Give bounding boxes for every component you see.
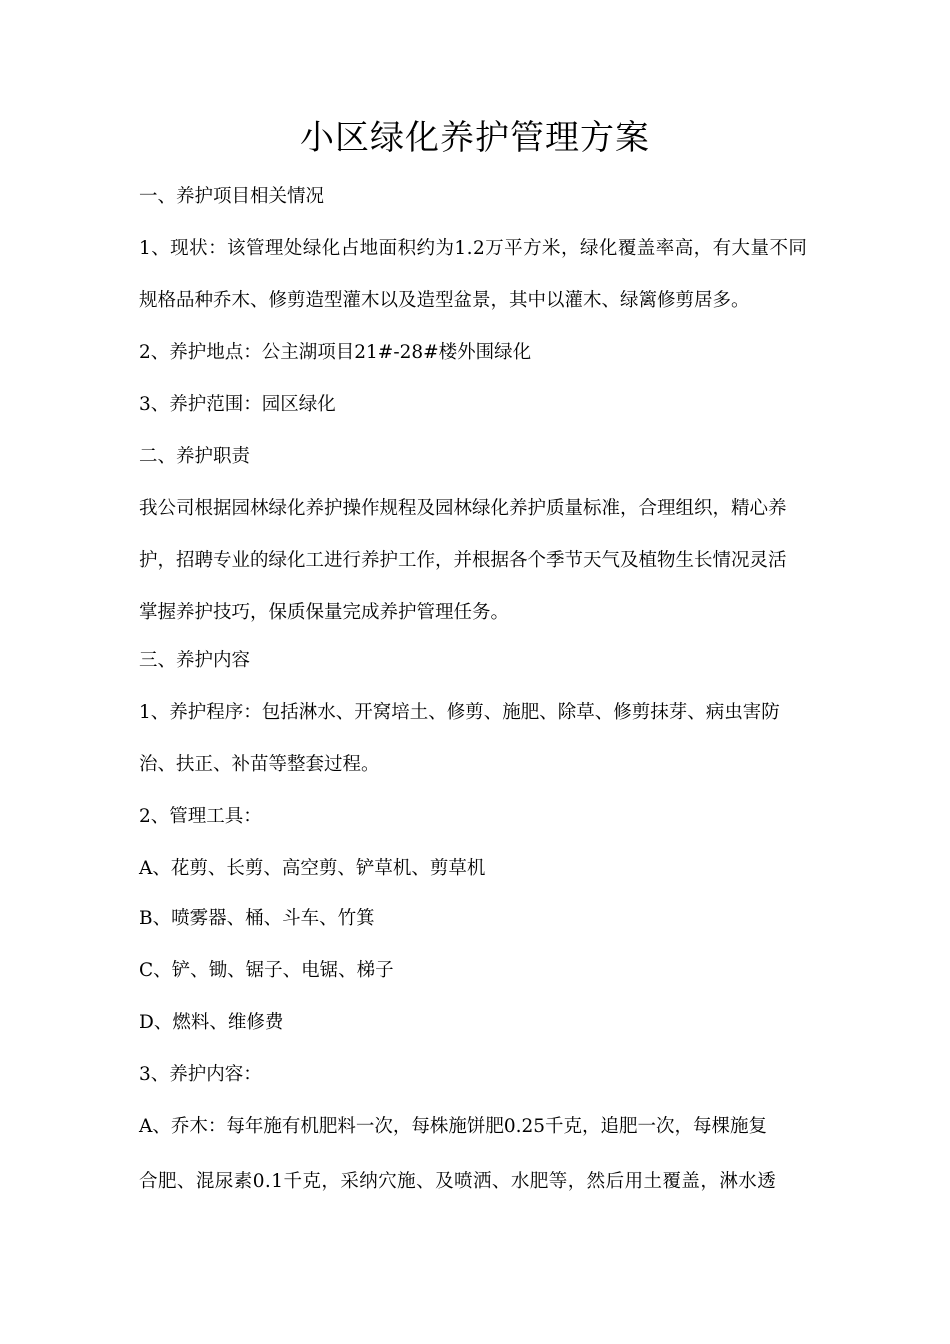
paragraph-line: 1、现状：该管理处绿化占地面积约为1.2万平方米，绿化覆盖率高，有大量不同 (139, 238, 808, 259)
list-item: D、燃料、维修费 (139, 1012, 284, 1033)
list-item: C、铲、锄、锯子、电锯、梯子 (139, 960, 394, 981)
paragraph-line: 2、养护地点：公主湖项目21#-28#楼外围绿化 (139, 342, 532, 363)
paragraph-line: 3、养护内容： (139, 1064, 262, 1085)
section-heading-maintenance-content: 三、养护内容 (139, 650, 251, 671)
paragraph-line: 治、扶正、补苗等整套过程。 (139, 754, 380, 775)
paragraph-line: 2、管理工具： (139, 806, 262, 827)
paragraph-line: A、乔木：每年施有机肥料一次，每株施饼肥0.25千克，追肥一次，每棵施复 (139, 1116, 768, 1137)
paragraph-line: 规格品种乔木、修剪造型灌木以及造型盆景，其中以灌木、绿篱修剪居多。 (139, 290, 750, 311)
paragraph-line: 合肥、混尿素0.1千克，采纳穴施、及喷洒、水肥等，然后用土覆盖，淋水透 (139, 1171, 777, 1192)
section-heading-responsibilities: 二、养护职责 (139, 446, 251, 467)
list-item: A、花剪、长剪、高空剪、铲草机、剪草机 (139, 858, 486, 879)
paragraph-line: 护，招聘专业的绿化工进行养护工作，并根据各个季节天气及植物生长情况灵活 (139, 550, 787, 571)
paragraph-line: 我公司根据园林绿化养护操作规程及园林绿化养护质量标准，合理组织，精心养 (139, 498, 787, 519)
paragraph-line: 3、养护范围：园区绿化 (139, 394, 336, 415)
list-item: B、喷雾器、桶、斗车、竹箕 (139, 908, 375, 929)
paragraph-line: 掌握养护技巧，保质保量完成养护管理任务。 (139, 602, 510, 623)
paragraph-line: 1、养护程序：包括淋水、开窝培土、修剪、施肥、除草、修剪抹芽、病虫害防 (139, 702, 780, 723)
document-title: 小区绿化养护管理方案 (300, 118, 650, 158)
section-heading-project-info: 一、养护项目相关情况 (139, 186, 325, 207)
